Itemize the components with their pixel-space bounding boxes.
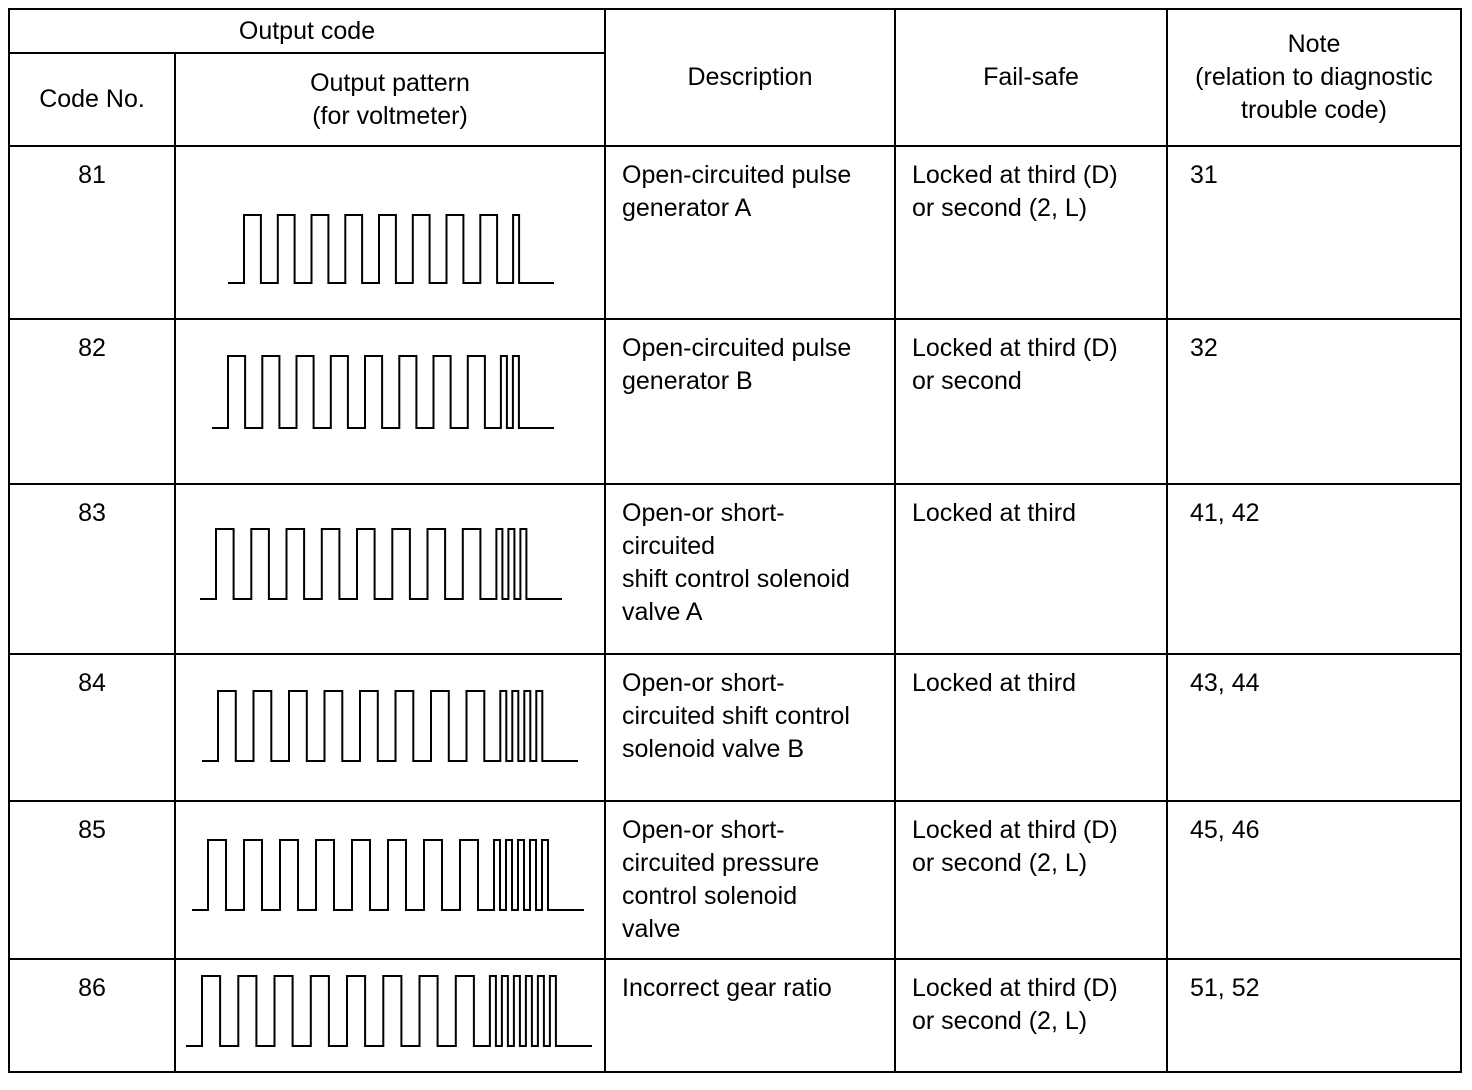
fail-safe-line: Locked at third (D) — [912, 161, 1118, 189]
description-cell — [605, 959, 895, 1072]
output-pattern-waveform — [176, 802, 606, 956]
pulse-train — [192, 840, 584, 910]
note-header-line1: Note — [1287, 30, 1341, 58]
code-number: 84 — [9, 654, 175, 801]
fail-safe-line: Locked at third (D) — [912, 974, 1118, 1002]
output-pattern-cell — [175, 319, 605, 484]
fail-safe-cell — [895, 146, 1167, 319]
description-line: circuited shift control — [622, 702, 850, 730]
output-code-header: Output code — [9, 9, 605, 53]
code-number: 81 — [9, 146, 175, 319]
output-pattern-cell — [175, 654, 605, 801]
description-line: generator B — [622, 367, 753, 395]
fail-safe-line: or second — [912, 367, 1022, 395]
output-pattern-waveform — [176, 320, 606, 481]
description-cell — [605, 801, 895, 959]
pulse-train — [212, 356, 554, 428]
fail-safe-cell — [895, 801, 1167, 959]
description-line: control solenoid — [622, 882, 798, 910]
note-cell: 43, 44 — [1167, 654, 1461, 801]
output-pattern-cell — [175, 146, 605, 319]
table-row — [9, 146, 1461, 319]
output-pattern-waveform — [176, 485, 606, 651]
description-line: circuited pressure — [622, 849, 820, 877]
output-pattern-waveform — [176, 960, 606, 1069]
output-pattern-cell — [175, 959, 605, 1072]
note-cell: 41, 42 — [1167, 484, 1461, 654]
fail-safe-line: Locked at third — [912, 669, 1076, 697]
pulse-train — [200, 529, 562, 599]
code-number: 82 — [9, 319, 175, 484]
output-pattern-cell — [175, 484, 605, 654]
fail-safe-line: Locked at third (D) — [912, 816, 1118, 844]
code-number: 83 — [9, 484, 175, 654]
code-no-header: Code No. — [9, 53, 175, 146]
note-header-line2: (relation to diagnostic — [1195, 63, 1433, 91]
table-row — [9, 319, 1461, 484]
description-line: generator A — [622, 194, 752, 222]
fail-safe-line: or second (2, L) — [912, 849, 1088, 877]
description-cell — [605, 146, 895, 319]
note-header — [1167, 9, 1461, 146]
fail-safe-line: Locked at third — [912, 499, 1076, 527]
description-header: Description — [605, 9, 895, 146]
description-line: valve — [622, 915, 681, 943]
pulse-train — [202, 691, 578, 761]
fail-safe-line: or second (2, L) — [912, 1007, 1088, 1035]
fail-safe-cell — [895, 484, 1167, 654]
description-line: solenoid valve B — [622, 735, 805, 763]
note-cell: 51, 52 — [1167, 959, 1461, 1072]
description-cell — [605, 319, 895, 484]
output-pattern-header-line2: (for voltmeter) — [312, 101, 468, 130]
output-pattern-header — [175, 53, 605, 146]
description-line: Open-or short- — [622, 499, 785, 527]
output-code-table — [8, 8, 1462, 1073]
fail-safe-cell — [895, 319, 1167, 484]
output-pattern-waveform — [176, 147, 606, 316]
fail-safe-line: Locked at third (D) — [912, 334, 1118, 362]
table-row — [9, 484, 1461, 654]
description-line: Open-or short- — [622, 669, 785, 697]
description-line: shift control solenoid — [622, 565, 850, 593]
note-cell: 45, 46 — [1167, 801, 1461, 959]
description-line: Open-circuited pulse — [622, 161, 852, 189]
note-cell: 32 — [1167, 319, 1461, 484]
output-pattern-cell — [175, 801, 605, 959]
fail-safe-cell — [895, 654, 1167, 801]
description-line: Incorrect gear ratio — [622, 974, 832, 1002]
fail-safe-line: or second (2, L) — [912, 194, 1088, 222]
description-line: Open-circuited pulse — [622, 334, 852, 362]
table-row — [9, 801, 1461, 959]
pulse-train — [186, 976, 592, 1046]
output-pattern-header-line1: Output pattern — [310, 68, 470, 97]
description-line: circuited — [622, 532, 716, 560]
code-number: 85 — [9, 801, 175, 959]
note-cell: 31 — [1167, 146, 1461, 319]
code-number: 86 — [9, 959, 175, 1072]
table-row — [9, 654, 1461, 801]
description-cell — [605, 484, 895, 654]
description-cell — [605, 654, 895, 801]
table-row — [9, 959, 1461, 1072]
output-pattern-waveform — [176, 655, 606, 798]
description-line: Open-or short- — [622, 816, 785, 844]
note-header-line3: trouble code) — [1241, 96, 1387, 124]
fail-safe-cell — [895, 959, 1167, 1072]
description-line: valve A — [622, 598, 703, 626]
fail-safe-header: Fail-safe — [895, 9, 1167, 146]
pulse-train — [228, 215, 554, 283]
